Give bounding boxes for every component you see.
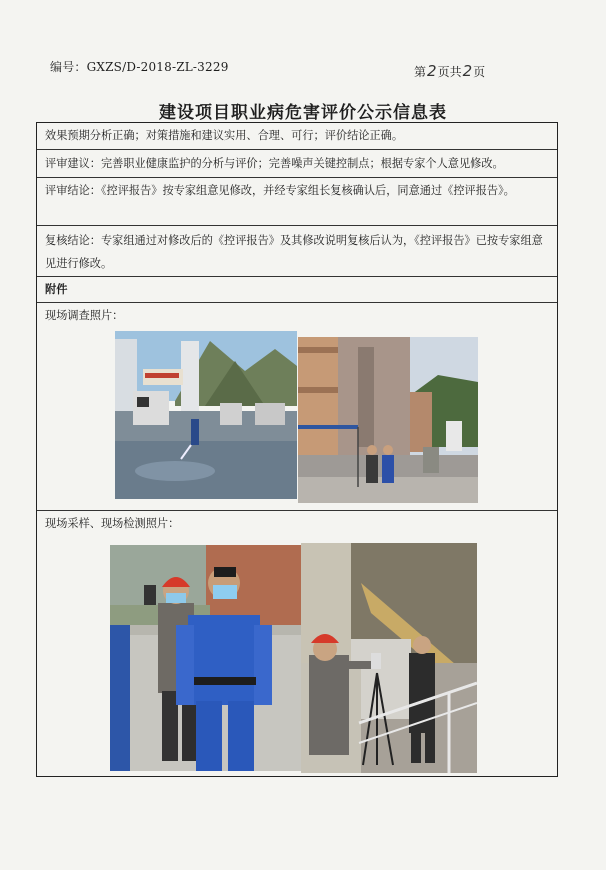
row-effect: [37, 123, 557, 150]
page-suffix: 页: [473, 65, 486, 79]
suggestion-text: 评审建议：完善职业健康监护的分析与评价；完善噪声关键控制点；根据专家个人意见修改。: [45, 157, 504, 170]
review-text: 复核结论：专家组通过对修改后的《控评报告》及其修改说明复核后认为，《控评报告》已按专家组意见进行修改。: [45, 234, 543, 270]
photo-noise-measurement: [301, 543, 477, 773]
row-review: [37, 226, 557, 277]
sampling-photos-label: 现场采样、现场检测照片：: [45, 517, 180, 530]
page-current: 2: [427, 62, 437, 80]
photo-plant-yard: [115, 331, 297, 499]
attachment-label: 附件: [45, 282, 68, 296]
page-mid: 页共: [437, 65, 462, 79]
row-attachment: [37, 277, 557, 303]
effect-text: 效果预期分析正确；对策措施和建议实用、合理、可行；评价结论正确。: [45, 129, 404, 142]
page-prefix: 第: [414, 65, 427, 79]
conclusion-text: 评审结论：《控评报告》按专家组意见修改，并经专家组长复核确认后，同意通过《控评报告》。: [45, 184, 515, 197]
photo-worker-sampling: [110, 545, 301, 771]
page-title: 建设项目职业病危害评价公示信息表: [159, 103, 447, 123]
page-total: 2: [462, 62, 473, 80]
row-conclusion: [37, 178, 557, 226]
survey-photos-label: 现场调查照片：: [45, 309, 124, 322]
photo-monument: [298, 337, 478, 503]
page-indicator: [414, 62, 485, 80]
row-suggestion: [37, 150, 557, 178]
document-number: 编号：GXZS/D-2018-ZL-3229: [50, 60, 229, 74]
